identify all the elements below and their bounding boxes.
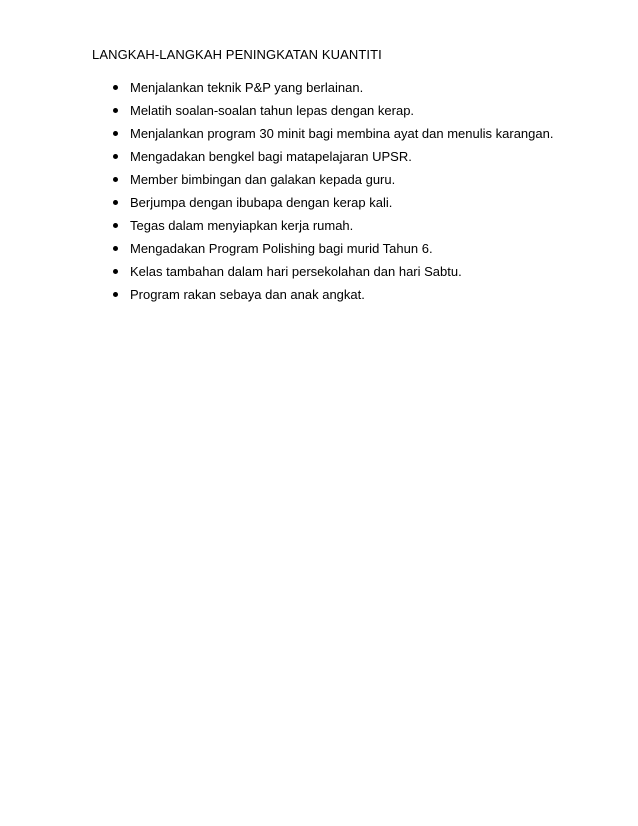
list-item <box>108 241 588 264</box>
document-title: LANGKAH-LANGKAH PENINGKATAN KUANTITI <box>92 47 382 62</box>
bullet-icon <box>113 131 118 136</box>
list-item <box>108 172 588 195</box>
list-item-text: Menjalankan teknik P&P yang berlainan. <box>130 80 364 95</box>
bullet-icon <box>113 85 118 90</box>
list-item <box>108 126 588 149</box>
list-item <box>108 218 588 241</box>
bullet-list <box>108 80 588 310</box>
list-item-text: Menjalankan program 30 minit bagi membina ayat dan menulis karangan. <box>130 126 554 141</box>
bullet-icon <box>113 292 118 297</box>
list-item <box>108 195 588 218</box>
list-item-text: Program rakan sebaya dan anak angkat. <box>130 287 365 302</box>
list-item <box>108 264 588 287</box>
list-item-text: Tegas dalam menyiapkan kerja rumah. <box>130 218 354 233</box>
list-item <box>108 287 588 310</box>
list-item <box>108 80 588 103</box>
list-item-text: Kelas tambahan dalam hari persekolahan dan hari Sabtu. <box>130 264 462 279</box>
list-item-text: Member bimbingan dan galakan kepada guru. <box>130 172 396 187</box>
bullet-icon <box>113 269 118 274</box>
list-item-text: Mengadakan bengkel bagi matapelajaran UPSR. <box>130 149 412 164</box>
list-item <box>108 103 588 126</box>
bullet-icon <box>113 177 118 182</box>
bullet-icon <box>113 223 118 228</box>
list-item <box>108 149 588 172</box>
list-item-text: Melatih soalan-soalan tahun lepas dengan kerap. <box>130 103 415 118</box>
bullet-icon <box>113 108 118 113</box>
list-item-text: Mengadakan Program Polishing bagi murid Tahun 6. <box>130 241 433 256</box>
bullet-icon <box>113 154 118 159</box>
list-item-text: Berjumpa dengan ibubapa dengan kerap kali. <box>130 195 393 210</box>
bullet-icon <box>113 200 118 205</box>
bullet-icon <box>113 246 118 251</box>
